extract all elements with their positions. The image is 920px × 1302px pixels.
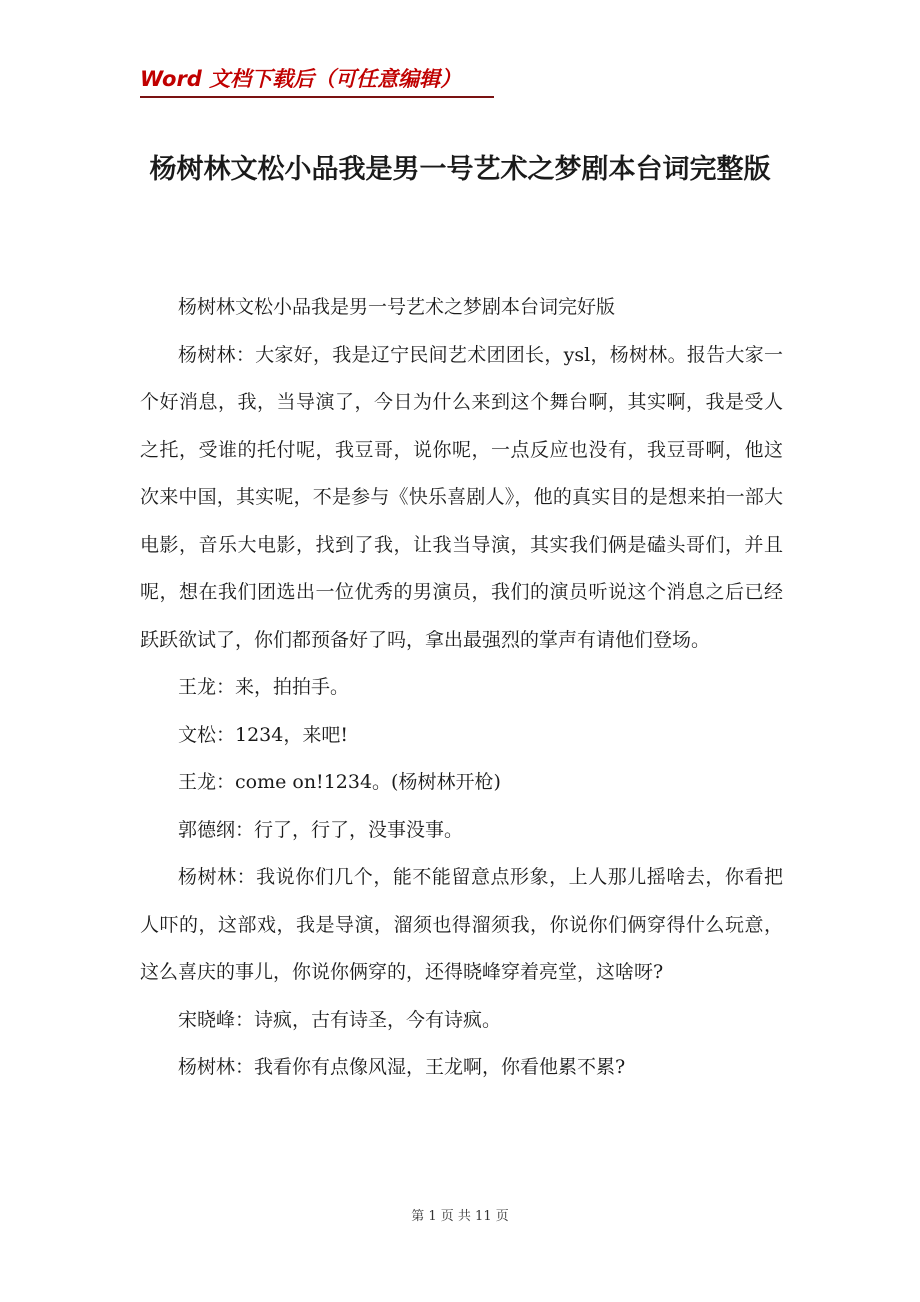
paragraph: 宋晓峰：诗疯，古有诗圣，今有诗疯。 <box>178 1008 502 1031</box>
paragraph: 杨树林：大家好，我是辽宁民间艺术团团长，ysl，杨树林。报告大家一个好消息，我，当导演了，今日为什么来到这个舞台啊，其实啊，我是受人之托，受谁的托付呢，我豆哥，说你呢，一点反应也没有，我豆哥啊，他这次来中国，其实呢，不是参与《快乐喜剧人》，他的真实目的是想来拍一部大电影，音乐大电影，找到了我，让我当导演，其实我们俩是磕头哥们，并且呢，想在我们团选出一位优秀的男演员，我们的演员听说这个消息之后已经跃跃欲试了，你们都预备好了吗，拿出最强烈的掌声有请他们登场。 <box>140 343 783 651</box>
page-number: 第 1 页 共 11 页 <box>411 1209 509 1224</box>
paragraph: 郭德纲：行了，行了，没事没事。 <box>178 818 464 841</box>
paragraph: 文松：1234，来吧! <box>178 723 348 746</box>
banner-text: Word 文档下载后（可任意编辑） <box>140 67 462 91</box>
paragraph: 王龙：come on!1234。(杨树林开枪) <box>178 771 501 793</box>
paragraph: 王龙：来，拍拍手。 <box>178 676 350 698</box>
download-banner <box>140 62 494 98</box>
document-body <box>140 284 783 1092</box>
paragraph: 杨树林：我说你们几个，能不能留意点形象，上人那儿摇啥去，你看把人吓的，这部戏，我是导演，溜须也得溜须我，你说你们俩穿得什么玩意，这么喜庆的事儿，你说你俩穿的，还得晓峰穿着亮堂，这啥呀? <box>140 866 783 983</box>
page-title: 杨树林文松小品我是男一号艺术之梦剧本台词完整版 <box>149 154 771 185</box>
paragraph-subtitle: 杨树林文松小品我是男一号艺术之梦剧本台词完好版 <box>178 296 616 318</box>
paragraph: 杨树林：我看你有点像风湿，王龙啊，你看他累不累? <box>178 1056 626 1078</box>
